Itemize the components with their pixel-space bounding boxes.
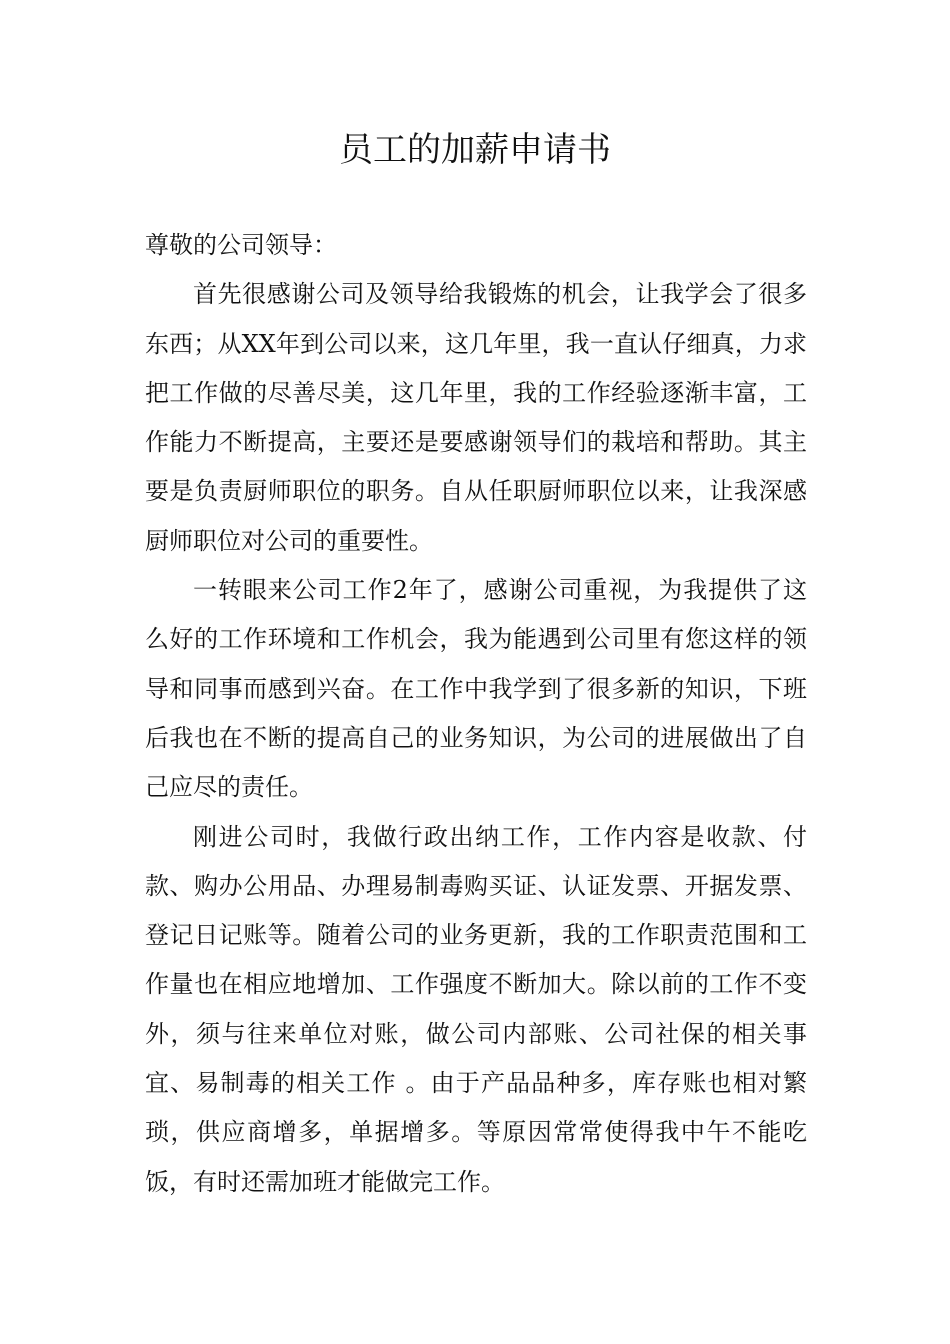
paragraph-3: 刚进公司时，我做行政出纳工作，工作内容是收款、付款、购办公用品、办理易制毒购买证、认证发票、开据发票、登记日记账等。随着公司的业务更新，我的工作职责范围和工作量也在相应地增加、工作强度不断加大。除以前的工作不变外，须与往来单位对账，做公司内部账、公司社保的相关事宜、易制毒的相关工作 。由于产品品种多，库存账也相对繁琐，供应商增多，单据增多。等原因常常使得我中午不能吃饭，有时还需加班才能做完工作。 <box>145 822 807 1196</box>
document-body <box>145 221 807 1207</box>
salutation: 尊敬的公司领导： <box>145 231 337 259</box>
paragraph-1: 首先很感谢公司及领导给我锻炼的机会，让我学会了很多东西；从XX年到公司以来，这几年里，我一直认仔细真，力求把工作做的尽善尽美，这几年里，我的工作经验逐渐丰富，工作能力不断提高，主要还是要感谢领导们的栽培和帮助。其主要是负责厨师职位的职务。自从任职厨师职位以来，让我深感厨师职位对公司的重要性。 <box>145 280 807 555</box>
paragraph-2: 一转眼来公司工作2年了，感谢公司重视，为我提供了这么好的工作环境和工作机会，我为能遇到公司里有您这样的领导和同事而感到兴奋。在工作中我学到了很多新的知识，下班后我也在不断的提高自己的业务知识，为公司的进展做出了自己应尽的责任。 <box>145 576 807 802</box>
document-title: 员工的加薪申请书 <box>339 130 611 170</box>
